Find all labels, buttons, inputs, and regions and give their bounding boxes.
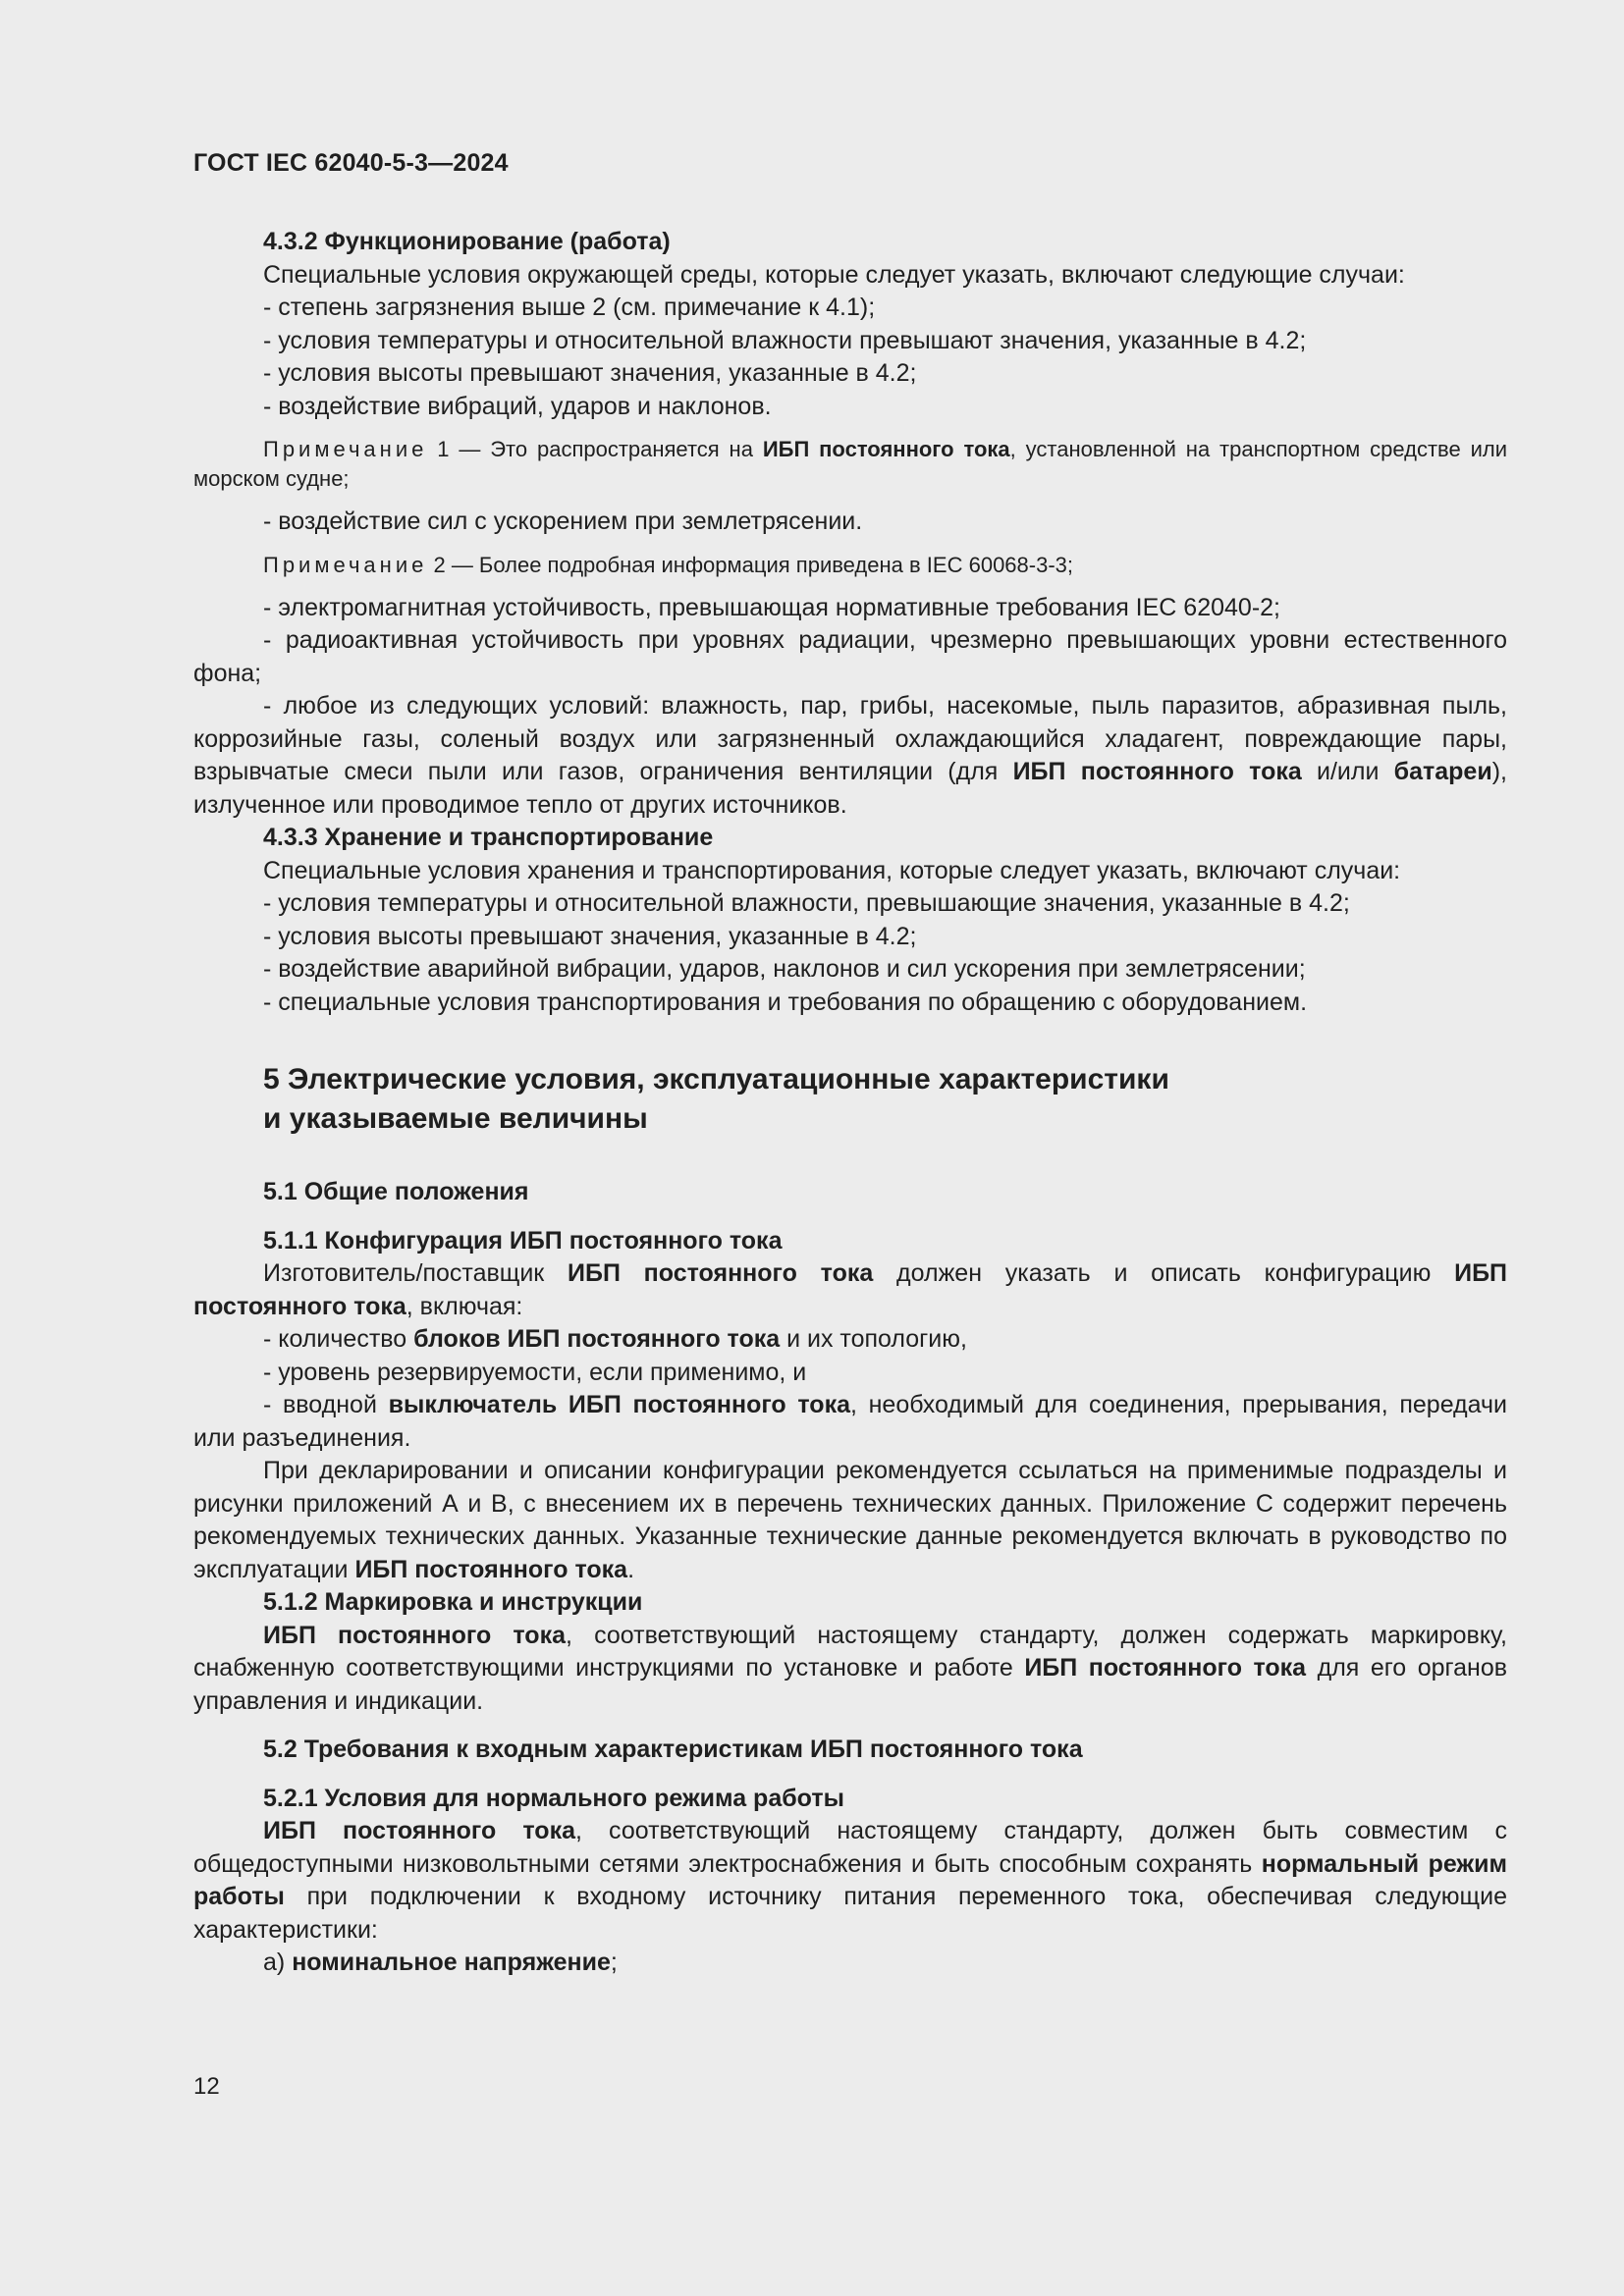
list-item: a) номинальное напряжение; xyxy=(263,1949,618,1976)
list-item: - условия температуры и относительной влажности, превышающие значения, указанные в 4.2; xyxy=(263,889,1350,917)
subsection-heading-4-3-2: 4.3.2 Функционирование (работа) xyxy=(263,228,671,255)
list-item: - степень загрязнения выше 2 (см. примечание к 4.1); xyxy=(263,294,876,321)
paragraph: Специальные условия хранения и транспортирования, которые следует указать, включают случаи: xyxy=(263,856,1401,884)
page-content xyxy=(193,226,1507,1980)
paragraph: Изготовитель/поставщик ИБП постоянного тока должен указать и описать конфигурацию ИБП постоянного тока, включая: xyxy=(193,1259,1507,1320)
list-item: - воздействие вибраций, ударов и наклонов. xyxy=(263,392,772,420)
list-item: - условия температуры и относительной влажности превышают значения, указанные в 4.2; xyxy=(263,326,1307,354)
subsection-heading-5-2-1: 5.2.1 Условия для нормального режима работы xyxy=(263,1784,844,1812)
list-item: - воздействие аварийной вибрации, ударов, наклонов и сил ускорения при землетрясении; xyxy=(263,955,1306,983)
subsection-heading-5-2: 5.2 Требования к входным характеристикам ИБП постоянного тока xyxy=(263,1735,1083,1763)
list-item: - воздействие сил с ускорением при землетрясении. xyxy=(263,507,863,535)
list-item: - радиоактивная устойчивость при уровнях радиации, чрезмерно превышающих уровни естественного фона; xyxy=(193,626,1507,687)
note-1: Примечание 1 — Это распространяется на ИБП постоянного тока, установленной на транспортном средстве или морском судне; xyxy=(193,437,1507,491)
paragraph: Специальные условия окружающей среды, которые следует указать, включают следующие случаи: xyxy=(263,260,1405,289)
list-item: - любое из следующих условий: влажность, пар, грибы, насекомые, пыль паразитов, абразивная пыль, коррозийные газы, соленый воздух или загрязненный охлаждающийся хладагент, повреждающие пары, взрывчатые смеси пыли или газов, ограничения вентиляции (для ИБП постоянного тока и/или батареи), излученное или проводимое тепло от других источников. xyxy=(193,692,1507,819)
list-item: - электромагнитная устойчивость, превышающая нормативные требования IEC 62040-2; xyxy=(263,593,1280,621)
note-label: Примечание xyxy=(263,437,428,461)
list-item: - условия высоты превышают значения, указанные в 4.2; xyxy=(263,922,917,950)
note-label: Примечание xyxy=(263,552,428,577)
list-item: - количество блоков ИБП постоянного тока и их топологию, xyxy=(263,1325,967,1353)
list-item: - специальные условия транспортирования и требования по обращению с оборудованием. xyxy=(263,988,1308,1016)
subsection-heading-5-1-1: 5.1.1 Конфигурация ИБП постоянного тока xyxy=(263,1226,783,1255)
subsection-heading-4-3-3: 4.3.3 Хранение и транспортирование xyxy=(263,824,714,851)
running-header: ГОСТ IEC 62040-5-3—2024 xyxy=(193,149,509,177)
page-number: 12 xyxy=(193,2073,220,2100)
paragraph: ИБП постоянного тока, соответствующий настоящему стандарту, должен содержать маркировку, снабженную соответствующими инструкциями по установке и работе ИБП постоянного тока для его органов управления и индикации. xyxy=(193,1621,1507,1715)
paragraph: При декларировании и описании конфигурации рекомендуется ссылаться на применимые подразделы и рисунки приложений А и В, с внесением их в перечень технических данных. Приложение С содержит перечень рекомендуемых технических данных. Указанные технические данные рекомендуется включать в руководство по эксплуатации ИБП постоянного тока. xyxy=(193,1457,1507,1583)
list-item: - условия высоты превышают значения, указанные в 4.2; xyxy=(263,359,917,387)
list-item: - уровень резервируемости, если применимо, и xyxy=(263,1358,807,1386)
subsection-heading-5-1: 5.1 Общие положения xyxy=(263,1178,529,1205)
subsection-heading-5-1-2: 5.1.2 Маркировка и инструкции xyxy=(263,1588,643,1616)
note-2: Примечание 2 — Более подробная информация приведена в IEC 60068-3-3; xyxy=(263,552,1074,577)
paragraph: ИБП постоянного тока, соответствующий настоящему стандарту, должен быть совместим с общедоступными низковольтными сетями электроснабжения и быть способным сохранять нормальный режим работы при подключении к входному источнику питания переменного тока, обеспечивая следующие характеристики: xyxy=(193,1817,1507,1944)
list-item: - вводной выключатель ИБП постоянного тока, необходимый для соединения, прерывания, передачи или разъединения. xyxy=(193,1391,1507,1452)
section-heading-5: 5 Электрические условия, эксплуатационные характеристики и указываемые величины xyxy=(263,1063,1169,1135)
